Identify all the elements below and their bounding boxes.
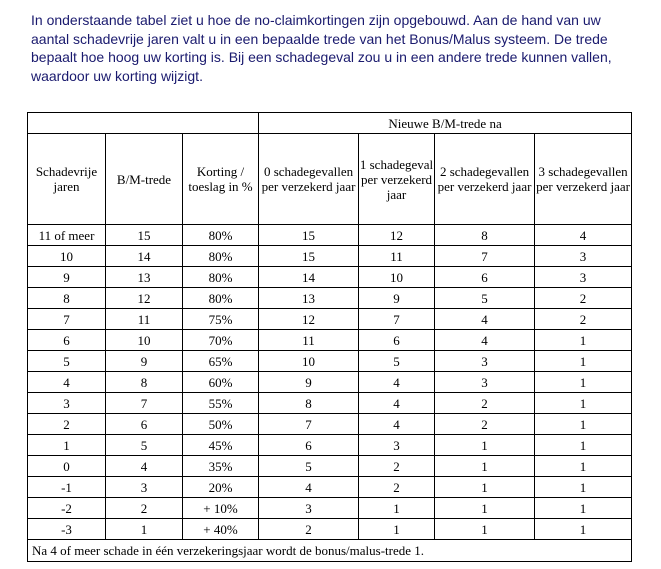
table-cell: 8 — [259, 393, 359, 414]
table-row — [28, 435, 632, 456]
table-cell: 9 — [106, 351, 183, 372]
table-cell: 2 — [359, 477, 435, 498]
table-cell: 3 — [435, 372, 535, 393]
table-cell: 2 — [359, 456, 435, 477]
table-row — [28, 267, 632, 288]
table-cell: 6 — [259, 435, 359, 456]
table-cell: 12 — [359, 225, 435, 246]
table-cell: 1 — [435, 456, 535, 477]
table-cell: 1 — [435, 477, 535, 498]
table-cell: 15 — [106, 225, 183, 246]
table-row — [28, 225, 632, 246]
col-header-1-schade: 1 schadegeval per verzekerd jaar — [359, 134, 435, 225]
table-cell: 50% — [183, 414, 259, 435]
table-cell: 3 — [28, 393, 106, 414]
table-cell: 11 — [359, 246, 435, 267]
table-cell: 1 — [435, 498, 535, 519]
table-cell: 2 — [106, 498, 183, 519]
table-cell: 5 — [28, 351, 106, 372]
footer-row — [28, 540, 632, 562]
table-cell: 6 — [435, 267, 535, 288]
table-cell: 6 — [359, 330, 435, 351]
col-header-2-schade: 2 schadegevallen per verzekerd jaar — [435, 134, 535, 225]
table-cell: 12 — [259, 309, 359, 330]
table-cell: 14 — [106, 246, 183, 267]
table-row — [28, 309, 632, 330]
table-row — [28, 351, 632, 372]
table-cell: 1 — [28, 435, 106, 456]
table-cell: 2 — [435, 393, 535, 414]
table-cell: 1 — [535, 330, 632, 351]
table-cell: + 10% — [183, 498, 259, 519]
table-cell: 11 — [259, 330, 359, 351]
table-row — [28, 330, 632, 351]
table-cell: 80% — [183, 225, 259, 246]
table-cell: 80% — [183, 267, 259, 288]
table-cell: 1 — [435, 519, 535, 540]
table-cell: -3 — [28, 519, 106, 540]
table-cell: 2 — [535, 309, 632, 330]
table-cell: 5 — [435, 288, 535, 309]
table-cell: 4 — [535, 225, 632, 246]
table-cell: 1 — [535, 477, 632, 498]
table-cell: 1 — [435, 435, 535, 456]
table-cell: 7 — [435, 246, 535, 267]
table-cell: + 40% — [183, 519, 259, 540]
table-cell: 6 — [106, 414, 183, 435]
table-cell: 1 — [535, 372, 632, 393]
table-cell: 9 — [259, 372, 359, 393]
table-row — [28, 288, 632, 309]
table-cell: 1 — [535, 351, 632, 372]
table-footnote: Na 4 of meer schade in één verzekeringsjaar wordt de bonus/malus-trede 1. — [28, 540, 632, 562]
table-cell: 4 — [359, 414, 435, 435]
table-body — [28, 113, 632, 540]
table-cell: 65% — [183, 351, 259, 372]
table-cell: 6 — [28, 330, 106, 351]
table-row — [28, 414, 632, 435]
table-cell: 1 — [535, 519, 632, 540]
table-row — [28, 519, 632, 540]
table-cell: 80% — [183, 246, 259, 267]
table-cell: 1 — [535, 435, 632, 456]
table-cell: 0 — [28, 456, 106, 477]
bonus-malus-table — [27, 112, 632, 562]
table-cell: -1 — [28, 477, 106, 498]
table-cell: 60% — [183, 372, 259, 393]
col-header-0-schade: 0 schadegevallen per verzekerd jaar — [259, 134, 359, 225]
table-cell: 35% — [183, 456, 259, 477]
table-cell: 55% — [183, 393, 259, 414]
table-cell: 11 — [106, 309, 183, 330]
col-header-schadevrije-jaren: Schadevrije jaren — [28, 134, 106, 225]
col-header-3-schade: 3 schadegevallen per verzekerd jaar — [535, 134, 632, 225]
group-header: Nieuwe B/M-trede na — [259, 113, 632, 134]
table-cell: 2 — [435, 414, 535, 435]
table-cell: 45% — [183, 435, 259, 456]
table-row — [28, 246, 632, 267]
table-cell: 1 — [359, 498, 435, 519]
table-cell: 11 of meer — [28, 225, 106, 246]
table-cell: 12 — [106, 288, 183, 309]
table-cell: 3 — [359, 435, 435, 456]
table-cell: 75% — [183, 309, 259, 330]
table-row — [28, 456, 632, 477]
table-row — [28, 372, 632, 393]
table-cell: 7 — [28, 309, 106, 330]
table-cell: 3 — [259, 498, 359, 519]
table-cell: 3 — [535, 246, 632, 267]
table-cell: 4 — [259, 477, 359, 498]
table-cell: 4 — [106, 456, 183, 477]
table-cell: 2 — [259, 519, 359, 540]
table-cell: 1 — [535, 498, 632, 519]
intro-paragraph: In onderstaande tabel ziet u hoe de no-claimkortingen zijn opgebouwd. Aan de hand van uw aantal schadevrije jaren valt u in een bepaalde trede van het Bonus/Malus systeem. De trede bepaalt hoe hoog uw korting is. Bij een schadegeval zou u in een andere trede kunnen vallen, waardoor uw korting wijzigt. — [31, 12, 612, 84]
table-row — [28, 393, 632, 414]
table-cell: 70% — [183, 330, 259, 351]
empty-header-cell — [28, 113, 259, 134]
table-cell: 7 — [259, 414, 359, 435]
table-cell: 4 — [435, 330, 535, 351]
table-cell: 15 — [259, 225, 359, 246]
table-cell: -2 — [28, 498, 106, 519]
table-cell: 3 — [535, 267, 632, 288]
table-cell: 4 — [359, 372, 435, 393]
table-cell: 15 — [259, 246, 359, 267]
table-cell: 1 — [535, 414, 632, 435]
table-cell: 80% — [183, 288, 259, 309]
table-cell: 5 — [106, 435, 183, 456]
table-cell: 7 — [106, 393, 183, 414]
group-header-row — [28, 113, 632, 134]
table-cell: 2 — [28, 414, 106, 435]
table-cell: 4 — [359, 393, 435, 414]
table-cell: 8 — [435, 225, 535, 246]
table-cell: 1 — [535, 456, 632, 477]
table-cell: 10 — [359, 267, 435, 288]
table-cell: 4 — [28, 372, 106, 393]
table-cell: 1 — [106, 519, 183, 540]
table-cell: 4 — [435, 309, 535, 330]
table-cell: 3 — [435, 351, 535, 372]
table-cell: 20% — [183, 477, 259, 498]
table-cell: 10 — [259, 351, 359, 372]
table-cell: 5 — [259, 456, 359, 477]
table-row — [28, 477, 632, 498]
table-cell: 13 — [259, 288, 359, 309]
table-cell: 10 — [28, 246, 106, 267]
table-cell: 3 — [106, 477, 183, 498]
col-header-korting: Korting / toeslag in % — [183, 134, 259, 225]
table-cell: 9 — [28, 267, 106, 288]
table-cell: 7 — [359, 309, 435, 330]
table-cell: 10 — [106, 330, 183, 351]
table-cell: 14 — [259, 267, 359, 288]
table-cell: 1 — [359, 519, 435, 540]
column-header-row — [28, 134, 632, 225]
table-cell: 8 — [106, 372, 183, 393]
col-header-bm-trede: B/M-trede — [106, 134, 183, 225]
table-cell: 9 — [359, 288, 435, 309]
table-cell: 5 — [359, 351, 435, 372]
table-cell: 13 — [106, 267, 183, 288]
table-row — [28, 498, 632, 519]
table-cell: 1 — [535, 393, 632, 414]
table-cell: 2 — [535, 288, 632, 309]
table-cell: 8 — [28, 288, 106, 309]
